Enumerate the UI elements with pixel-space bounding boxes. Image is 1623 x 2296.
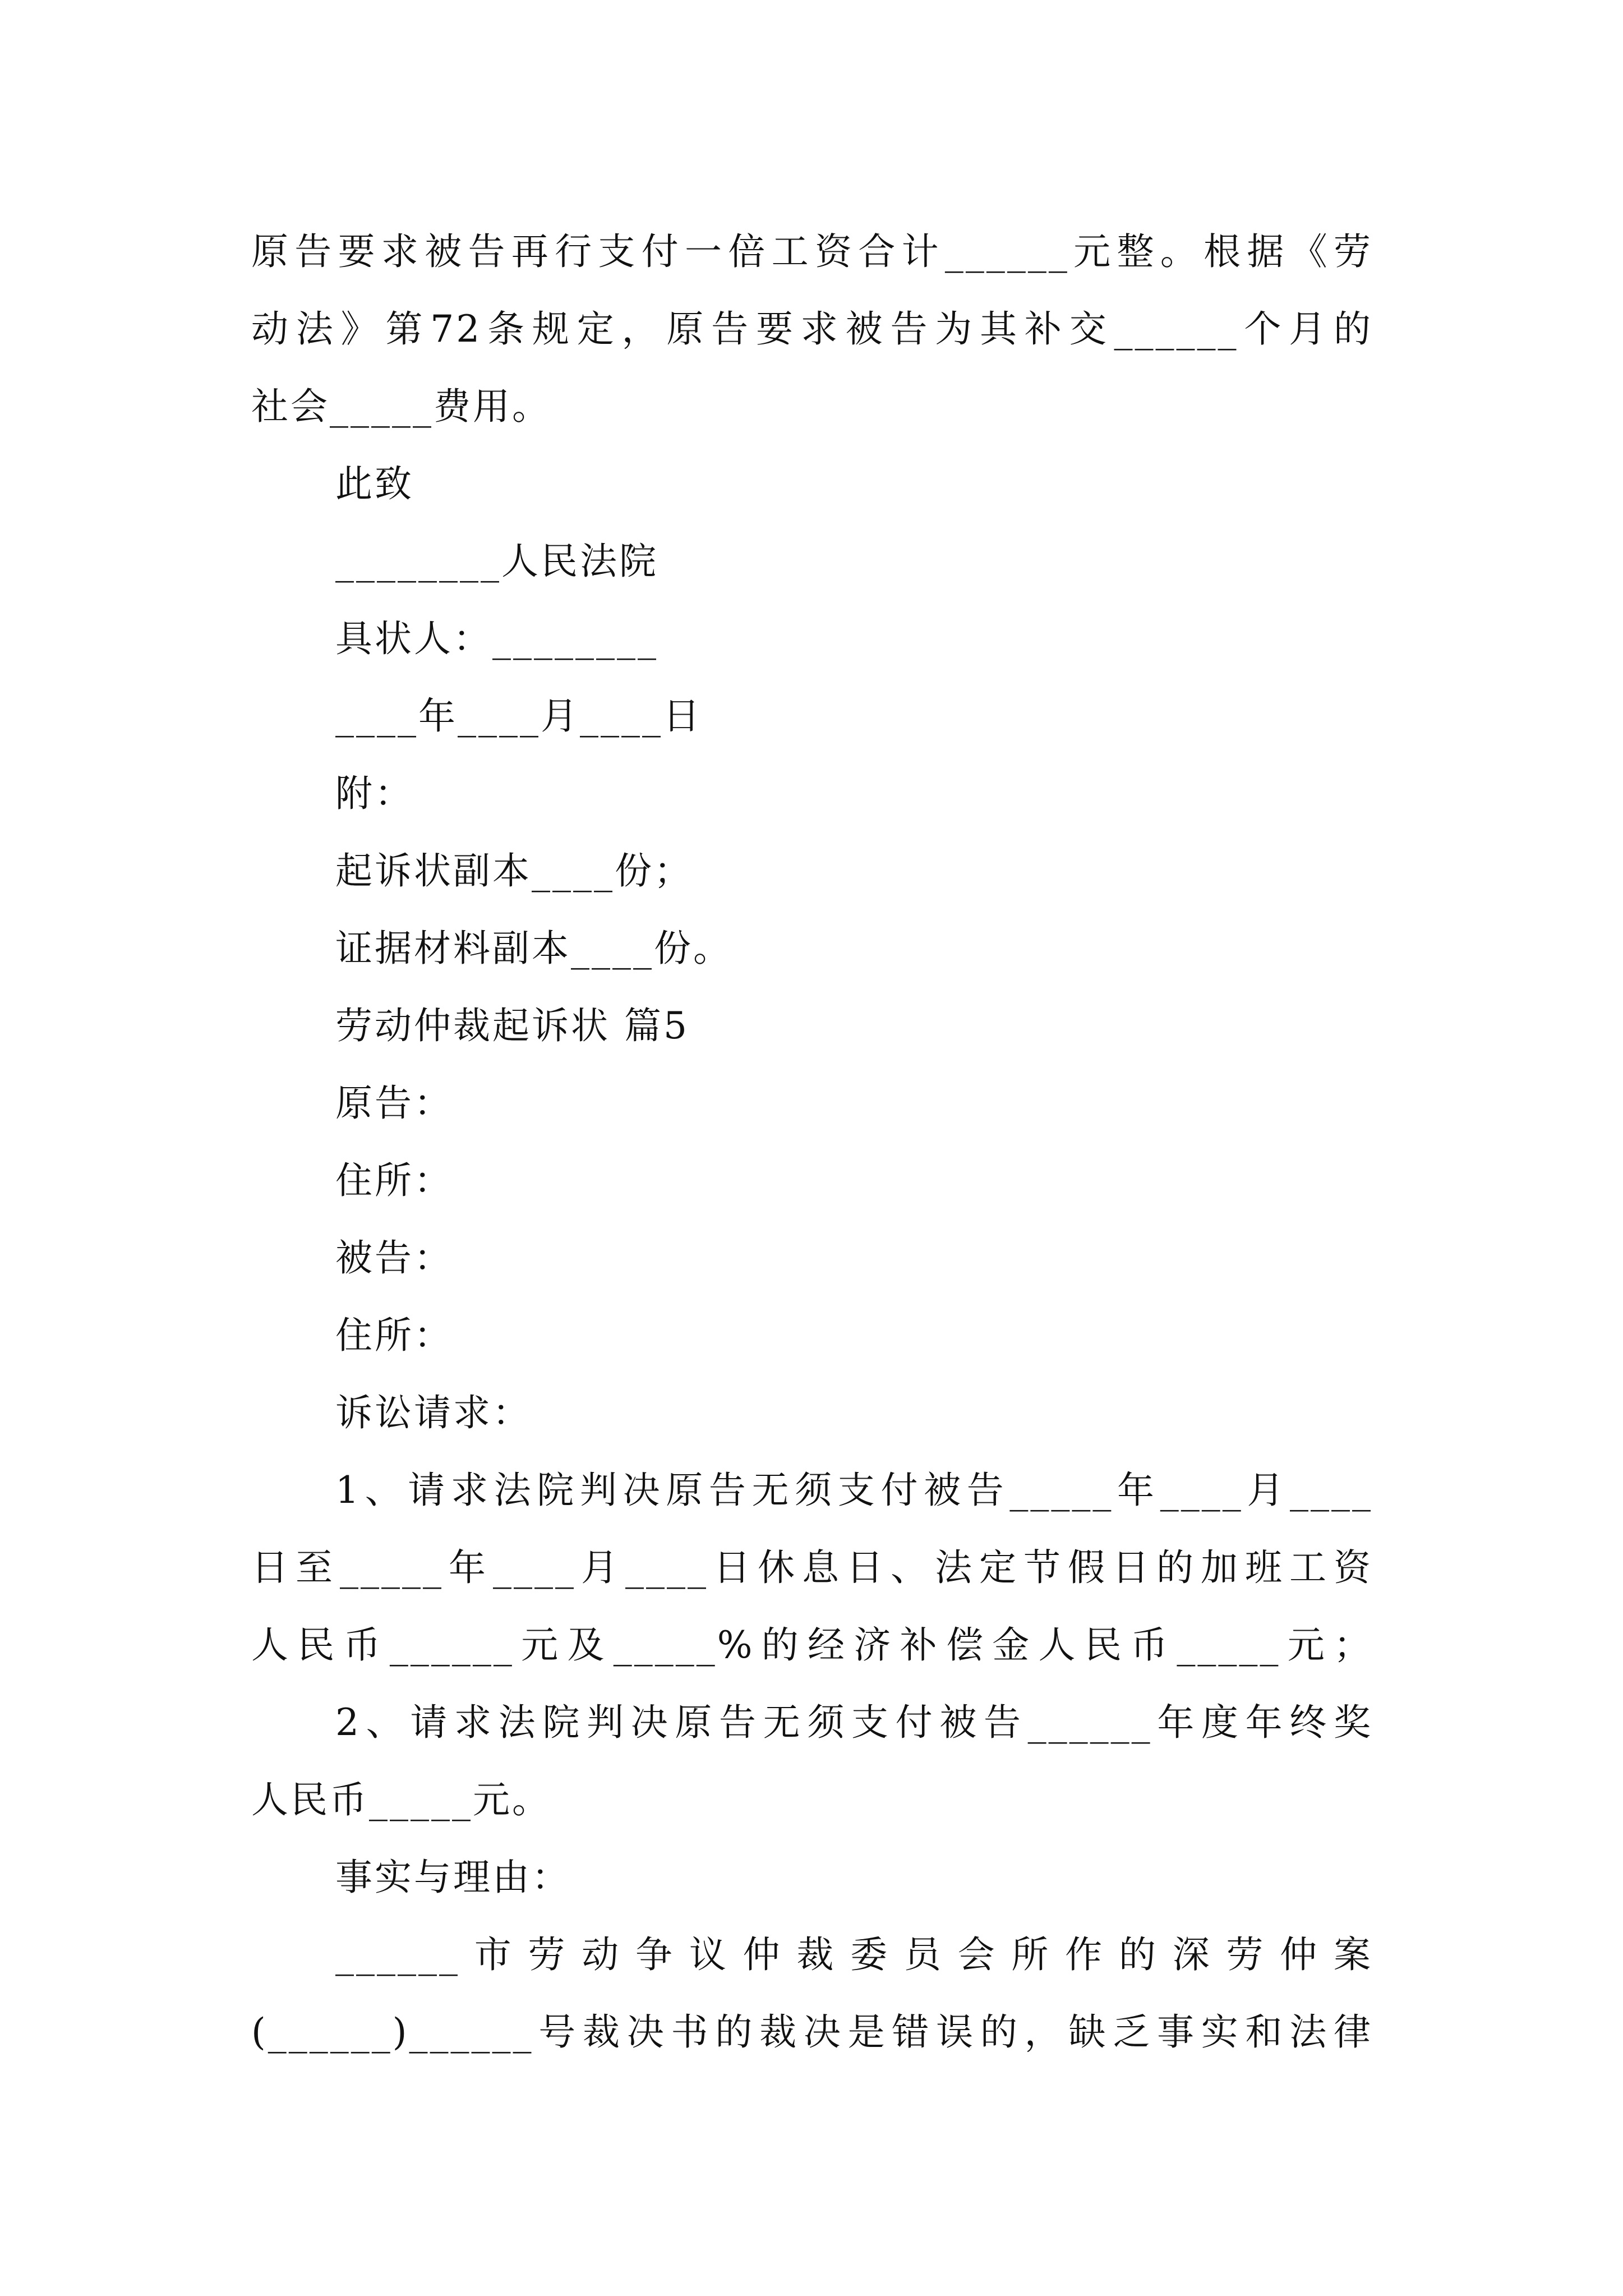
text-line: 此致 bbox=[335, 462, 414, 505]
text-line: ______市劳动争议仲裁委员会所作的深劳仲案 bbox=[335, 1933, 1373, 1976]
text-line: 动法》第72条规定，原告要求被告为其补交______个月的 bbox=[251, 307, 1373, 351]
text-line: 诉讼请求： bbox=[335, 1391, 532, 1434]
text-line: 社会_____费用。 bbox=[251, 385, 551, 428]
text-line: 劳动仲裁起诉状 篇5 bbox=[335, 1004, 689, 1047]
text-line: 人民币______元及_____%的经济补偿金人民币_____元； bbox=[251, 1623, 1373, 1667]
text-line: 证据材料副本____份。 bbox=[335, 927, 732, 970]
text-line: ____年____月____日 bbox=[335, 694, 702, 738]
text-line: 住所： bbox=[335, 1314, 453, 1357]
text-line: 起诉状副本____份； bbox=[335, 849, 693, 892]
text-line: 附： bbox=[335, 772, 414, 815]
text-line: ________人民法院 bbox=[335, 540, 658, 583]
text-line: 1、请求法院判决原告无须支付被告_____年____月____ bbox=[335, 1469, 1373, 1512]
text-line: 具状人：________ bbox=[335, 617, 658, 660]
text-line: 原告要求被告再行支付一倍工资合计______元整。根据《劳 bbox=[251, 230, 1373, 273]
text-line: 原告： bbox=[335, 1082, 453, 1125]
text-line: 2、请求法院判决原告无须支付被告______年度年终奖 bbox=[335, 1701, 1373, 1744]
text-line: 日至_____年____月____日休息日、法定节假日的加班工资 bbox=[251, 1546, 1373, 1589]
document-page bbox=[251, 213, 1373, 2071]
text-line: 人民币_____元。 bbox=[251, 1778, 551, 1821]
text-line: (______)______号裁决书的裁决是错误的，缺乏事实和法律 bbox=[251, 2010, 1373, 2054]
text-line: 住所： bbox=[335, 1159, 453, 1202]
text-line: 事实与理由： bbox=[335, 1856, 571, 1899]
text-line: 被告： bbox=[335, 1236, 453, 1280]
